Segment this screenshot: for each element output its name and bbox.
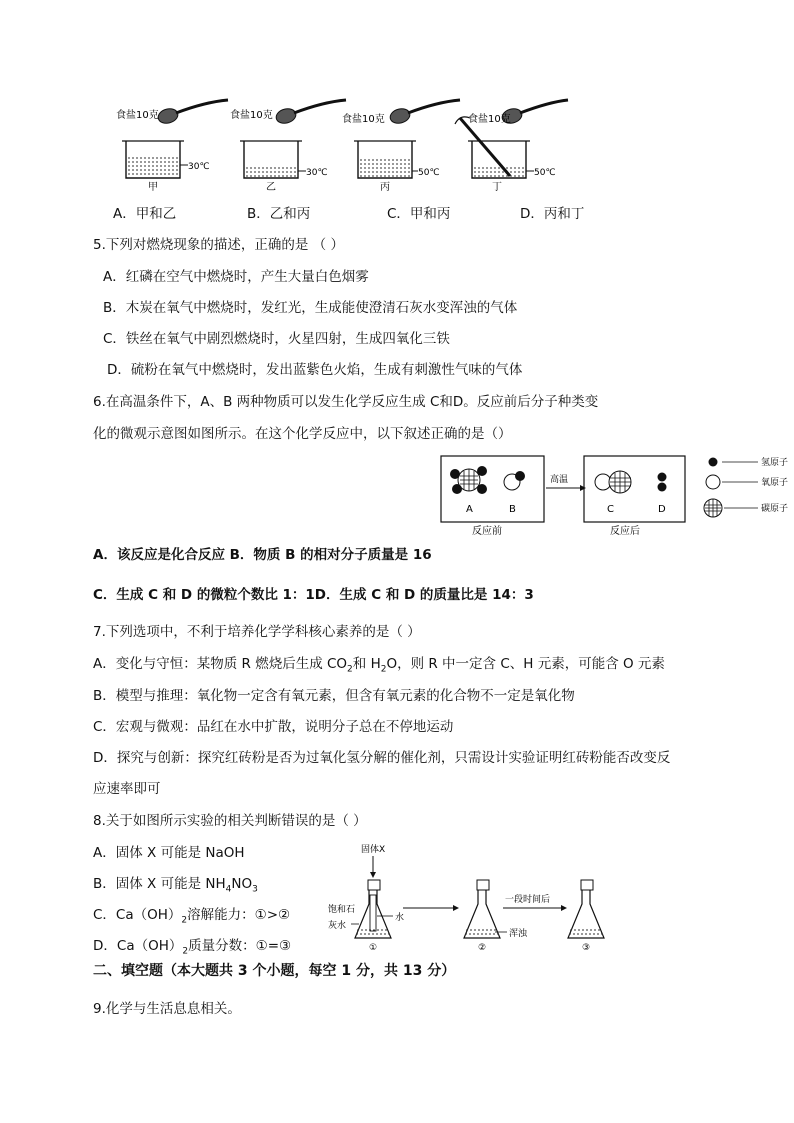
q7-option-b[interactable]: B．模型与推理：氧化物一定含有氧元素，但含有氧元素的化合物不一定是氧化物 xyxy=(93,688,575,704)
q8-d-text-1: D．Ca（OH） xyxy=(93,938,183,954)
turbid-label: 浑浊 xyxy=(509,929,528,939)
flask-mark-2: ② xyxy=(478,943,487,953)
q6-stem-line2: 化的微观示意图如图所示。在这个化学反应中，以下叙述正确的是（） xyxy=(93,426,512,442)
letter-a: A xyxy=(466,504,473,515)
q7-a-text-3: O，则 R 中一定含 C、H 元素，可能含 O 元素 xyxy=(386,656,665,672)
q7-option-a[interactable] xyxy=(93,655,665,679)
legend-oxygen: 氧原子 xyxy=(761,478,789,488)
q6-stem-line1: 6.在高温条件下，A、B 两种物质可以发生化学反应生成 C和D。反应前后分子种类变 xyxy=(93,394,599,410)
spoon-label-jia: 食盐10克 xyxy=(116,110,159,121)
q8-option-a[interactable]: A．固体 X 可能是 NaOH xyxy=(93,845,245,861)
q8-d-text-2: 质量分数：①=③ xyxy=(188,938,292,954)
legend xyxy=(704,456,788,517)
molecule-a xyxy=(450,466,487,494)
side-label-1: 饱和石 xyxy=(328,905,356,915)
q5-option-c[interactable]: C．铁丝在氧气中剧烈燃烧时，火星四射，生成四氧化三铁 xyxy=(103,331,450,347)
q6-option-line1[interactable]: A．该反应是化合反应 B．物质 B 的相对分子质量是 16 xyxy=(93,547,432,563)
q8-stem: 8.关于如图所示实验的相关判断错误的是（ ） xyxy=(93,813,367,829)
q9-stem: 9.化学与生活息息相关。 xyxy=(93,1001,241,1017)
water-label: 水 xyxy=(395,913,405,923)
molecule-c xyxy=(595,471,631,493)
q7-a-text-1: A．变化与守恒：某物质 R 燃烧后生成 CO xyxy=(93,656,348,672)
temp-bing: 50℃ xyxy=(418,168,440,178)
beaker-name-jia: 甲 xyxy=(148,182,158,193)
spoon-label-ding: 食盐10克 xyxy=(468,114,511,125)
legend-carbon: 碳原子 xyxy=(761,504,789,514)
temp-yi: 30℃ xyxy=(306,168,328,178)
q7-a-sub-2: 2 xyxy=(380,664,387,675)
flask-mark-1: ① xyxy=(369,943,378,953)
side-label-2: 灰水 xyxy=(328,921,347,931)
letter-b: B xyxy=(509,504,516,515)
q5-stem: 5.下列对燃烧现象的描述，正确的是 （ ） xyxy=(93,237,344,253)
condition-label: 高温 xyxy=(550,475,569,485)
flask-mark-3: ③ xyxy=(582,943,591,953)
solid-x-label: 固体X xyxy=(361,845,386,855)
q5-option-d[interactable]: D．硫粉在氧气中燃烧时，发出蓝紫色火焰，生成有刺激性气味的气体 xyxy=(107,362,523,378)
q4-option-a[interactable]: A．甲和乙 xyxy=(113,206,177,222)
beaker-figure xyxy=(110,96,570,194)
q7-option-d-line1[interactable]: D．探究与创新：探究红砖粉是否为过氧化氢分解的催化剂，只需设计实验证明红砖粉能否改变反 xyxy=(93,750,671,766)
q8-option-c[interactable] xyxy=(93,906,290,930)
after-label: 反应后 xyxy=(610,526,640,537)
q7-option-c[interactable]: C．宏观与微观：品红在水中扩散，说明分子总在不停地运动 xyxy=(93,719,454,735)
q8-b-text-1: B．固体 X 可能是 NH xyxy=(93,876,226,892)
q8-option-b[interactable] xyxy=(93,875,258,899)
q5-option-b[interactable]: B．木炭在氧气中燃烧时，发红光，生成能使澄清石灰水变浑浊的气体 xyxy=(103,300,518,316)
q7-stem: 7.下列选项中，不利于培养化学学科核心素养的是（ ） xyxy=(93,624,421,640)
beaker-ding xyxy=(455,100,568,178)
section-heading: 二、填空题（本大题共 3 个小题，每空 1 分，共 13 分） xyxy=(93,963,456,979)
reaction-diagram xyxy=(440,452,794,538)
before-label: 反应前 xyxy=(472,526,502,537)
flask-1 xyxy=(355,880,391,938)
time-label: 一段时间后 xyxy=(505,895,551,905)
q7-option-d-line2: 应速率即可 xyxy=(93,781,161,797)
q8-b-sub-2: 3 xyxy=(252,884,258,895)
q4-option-b[interactable]: B．乙和丙 xyxy=(247,206,311,222)
beaker-name-ding: 丁 xyxy=(492,182,502,193)
q8-d-sub: 2 xyxy=(182,946,189,957)
spoon-label-bing: 食盐10克 xyxy=(342,114,385,125)
legend-hydrogen: 氢原子 xyxy=(761,458,789,468)
beaker-bing xyxy=(354,100,460,178)
q8-option-d[interactable] xyxy=(93,937,291,961)
letter-c: C xyxy=(607,504,614,515)
temp-ding: 50℃ xyxy=(534,168,556,178)
temp-jia: 30℃ xyxy=(188,162,210,172)
q5-option-a[interactable]: A．红磷在空气中燃烧时，产生大量白色烟雾 xyxy=(103,269,369,285)
q8-b-sub-1: 4 xyxy=(225,884,232,895)
spoon-label-yi: 食盐10克 xyxy=(230,110,273,121)
beaker-name-yi: 乙 xyxy=(266,182,276,193)
q8-c-text-2: 溶解能力：①>② xyxy=(187,907,291,923)
q4-option-d[interactable]: D．丙和丁 xyxy=(520,206,585,222)
q8-c-sub: 2 xyxy=(181,915,188,926)
q8-c-text-1: C．Ca（OH） xyxy=(93,907,182,923)
flask-3 xyxy=(568,880,604,938)
q8-b-text-2: NO xyxy=(231,876,253,892)
q6-option-line2[interactable]: C．生成 C 和 D 的微粒个数比 1：1D．生成 C 和 D 的质量比是 14：3 xyxy=(93,587,534,603)
flask-figure xyxy=(325,840,615,956)
letter-d: D xyxy=(658,504,666,515)
q4-option-c[interactable]: C．甲和丙 xyxy=(387,206,451,222)
molecule-b xyxy=(504,471,525,490)
molecule-d xyxy=(658,473,667,492)
flask-2 xyxy=(464,880,500,938)
beaker-name-bing: 丙 xyxy=(380,182,390,193)
q7-a-text-2: 和 H xyxy=(352,656,381,672)
q7-a-sub-1: 2 xyxy=(347,664,353,675)
